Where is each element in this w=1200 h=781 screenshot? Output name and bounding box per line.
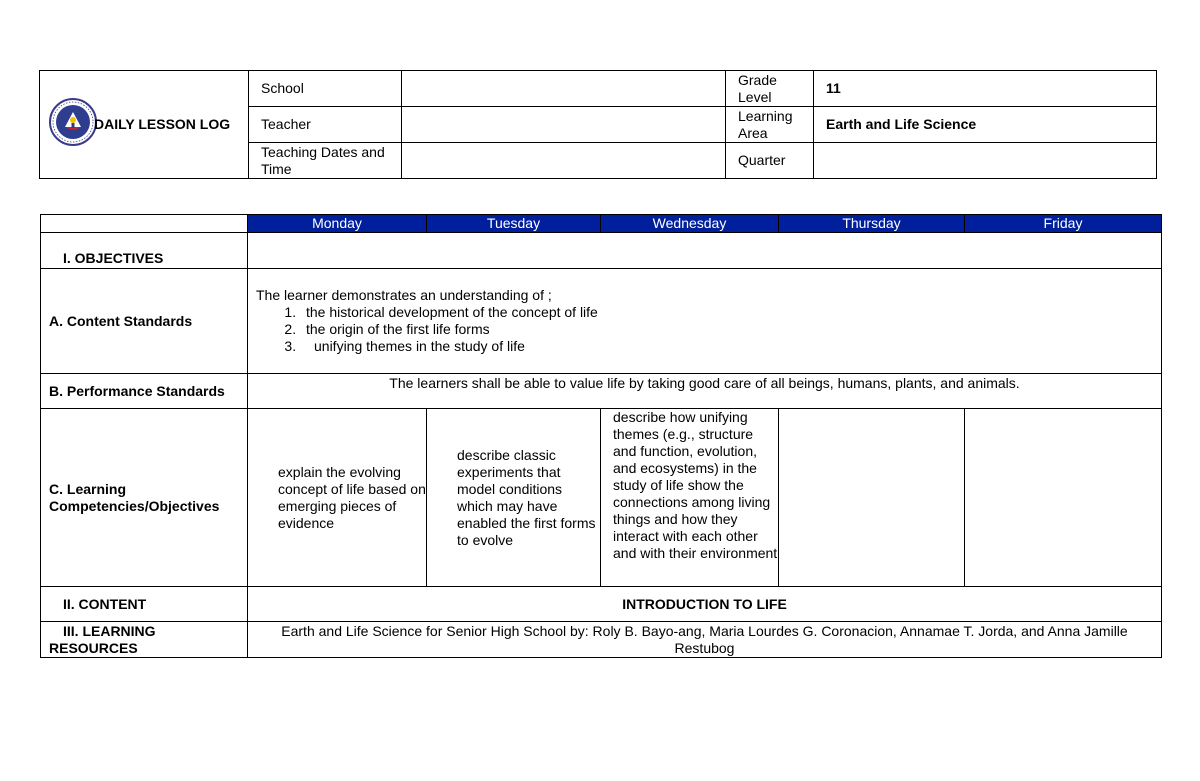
day-header-blank <box>41 215 248 233</box>
resources-text: Earth and Life Science for Senior High School by: Roly B. Bayo-ang, Maria Lourdes G. Coronacion, Annamae T. Jorda, and Anna Jamille Restubog <box>248 622 1162 658</box>
learning-area-field[interactable]: Earth and Life Science <box>814 107 1157 143</box>
day-monday: Monday <box>248 215 427 233</box>
resources-label: III. LEARNING RESOURCES <box>41 622 248 658</box>
competency-tuesday: describe classic experiments that model conditions which may have enabled the first forms to evolve <box>427 409 601 587</box>
content-standards-cell <box>248 269 1162 374</box>
teaching-dates-label: Teaching Dates and Time <box>249 143 402 179</box>
performance-standards-row <box>41 374 1162 409</box>
quarter-label: Quarter <box>726 143 814 179</box>
objectives-row <box>41 233 1162 269</box>
lesson-table <box>40 214 1162 658</box>
content-standards-label: A. Content Standards <box>41 269 248 374</box>
seal-logo-icon <box>48 97 98 147</box>
school-label: School <box>249 71 402 107</box>
performance-standards-label: B. Performance Standards <box>41 374 248 409</box>
list-item: 1. the historical development of the concept of life <box>300 304 1161 321</box>
content-standards-intro: The learner demonstrates an understanding of ; <box>256 287 552 303</box>
header-logo-cell <box>40 71 249 179</box>
content-topic: INTRODUCTION TO LIFE <box>248 587 1162 622</box>
competencies-label: C. Learning Competencies/Objectives <box>41 409 248 587</box>
competency-monday: explain the evolving concept of life based on emerging pieces of evidence <box>248 409 427 587</box>
day-header-row <box>41 215 1162 233</box>
teacher-label: Teacher <box>249 107 402 143</box>
grade-level-label: Grade Level <box>726 71 814 107</box>
competency-friday <box>965 409 1162 587</box>
competency-thursday <box>779 409 965 587</box>
grade-level-field[interactable]: 11 <box>814 71 1157 107</box>
content-row <box>41 587 1162 622</box>
objectives-cell <box>248 233 1162 269</box>
competencies-row <box>41 409 1162 587</box>
quarter-field[interactable] <box>814 143 1157 179</box>
resources-row <box>41 622 1162 658</box>
learning-area-label: Learning Area <box>726 107 814 143</box>
list-item: 2. the origin of the first life forms <box>300 321 1161 338</box>
day-thursday: Thursday <box>779 215 965 233</box>
day-tuesday: Tuesday <box>427 215 601 233</box>
school-field[interactable] <box>402 71 726 107</box>
page-title: DAILY LESSON LOG <box>94 116 231 132</box>
teacher-field[interactable] <box>402 107 726 143</box>
content-standards-list <box>256 304 1161 355</box>
day-wednesday: Wednesday <box>601 215 779 233</box>
day-friday: Friday <box>965 215 1162 233</box>
list-item: 3. unifying themes in the study of life <box>300 338 1161 355</box>
competency-wednesday: describe how unifying themes (e.g., structure and function, evolution, and ecosystems) in the study of life show the connections among living things and how they interact with each other and with their environment <box>601 409 779 587</box>
teaching-dates-field[interactable] <box>402 143 726 179</box>
content-standards-row <box>41 269 1162 374</box>
header-table <box>39 70 1157 179</box>
performance-standards-text: The learners shall be able to value life by taking good care of all beings, humans, plants, and animals. <box>248 374 1162 409</box>
objectives-label: I. OBJECTIVES <box>41 233 248 269</box>
content-label: II. CONTENT <box>41 587 248 622</box>
